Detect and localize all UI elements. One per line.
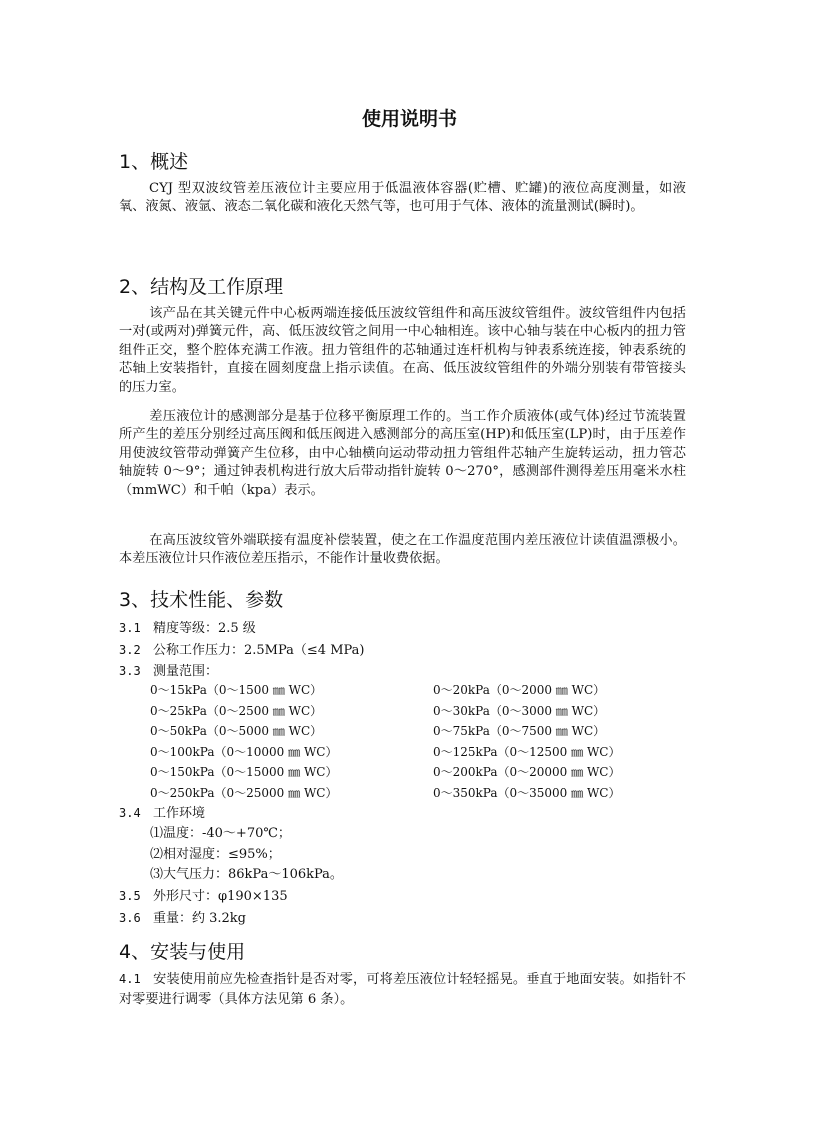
spec-text: 公称工作压力：2.5MPa（≤4 MPa) (153, 642, 365, 658)
range-cell: 0～350kPa（0～35000 ㎜ WC） (433, 785, 621, 800)
paragraph-structure-3 (119, 532, 686, 569)
paragraph-text: 在高压波纹管外端联接有温度补偿装置，使之在工作温度范围内差压液位计读值温漂极小。本差压液位计只作液位差压指示，不能作计量收费依据。 (119, 533, 686, 567)
document-title: 使用说明书 (361, 108, 457, 130)
spec-item (119, 618, 365, 640)
spec-number: 3.3 (119, 664, 141, 678)
environment-list (150, 824, 343, 886)
range-row (150, 783, 670, 804)
paragraph-text: 差压液位计的感测部分是基于位移平衡原理工作的。当工作介质液体(或气体)经过节流装置所产生的差压分别经过高压阀和低压阀进入感测部分的高压室(HP)和低压室(LP)时，由于压差作用使波纹管带动弹簧产生位移，由中心轴横向运动带动扭力管组件芯轴产生旋转运动，扭力管芯轴旋转 0～9°；通过钟表机构进行放大后带动指针旋转 0～270°，感测部件测得差压用毫米水柱（mmWC）和千帕（kpa）表示。 (119, 409, 686, 498)
spec-item (119, 640, 365, 662)
spec-text: 工作环境 (153, 806, 206, 821)
paragraph-text: CYJ 型双波纹管差压液位计主要应用于低温液体容器(贮槽、贮罐)的液位高度测量，如液氧、液氮、液氩、液态二氧化碳和液化天然气等，也可用于气体、液体的流量测试(瞬时)。 (119, 181, 686, 215)
range-cell: 0～20kPa（0～2000 ㎜ WC） (433, 683, 606, 697)
spec-number: 3.4 (119, 806, 141, 820)
range-cell: 0～125kPa（0～12500 ㎜ WC） (433, 744, 621, 759)
spec-text: 外形尺寸：φ190×135 (153, 889, 288, 904)
paragraph-structure-2 (119, 408, 686, 500)
range-cell: 0～250kPa（0～25000 ㎜ WC） (150, 785, 338, 800)
section-heading-specs: 3、技术性能、参数 (119, 589, 284, 611)
item-number: 4.1 (119, 972, 141, 986)
section-heading-structure: 2、结构及工作原理 (119, 276, 284, 298)
environment-item: ⑵相对湿度：≤95%； (150, 846, 281, 862)
paragraph-text: 该产品在其关键元件中心板两端连接低压波纹管组件和高压波纹管组件。波纹管组件内包括一对(或两对)弹簧元件，高、低压波纹管之间用一中心轴相连。该中心轴与装在中心板内的扭力管组件正交，整个腔体充满工作液。扭力管组件的芯轴通过连杆机构与钟表系统连接，钟表系统的芯轴上安装指针，直接在圆刻度盘上指示读值。在高、低压波纹管组件的外端分别装有带管接头的压力室。 (119, 306, 686, 395)
range-cell: 0～30kPa（0～3000 ㎜ WC） (433, 703, 606, 718)
spec-list (119, 618, 365, 683)
spec-text: 重量：约 3.2kg (153, 910, 247, 926)
range-row (150, 680, 670, 701)
range-cell: 0～100kPa（0～10000 ㎜ WC） (150, 744, 338, 759)
range-cell: 0～200kPa（0～20000 ㎜ WC） (433, 765, 621, 779)
range-cell: 0～25kPa（0～2500 ㎜ WC） (150, 703, 323, 718)
range-row (150, 701, 670, 722)
range-cell: 0～150kPa（0～15000 ㎜ WC） (150, 765, 338, 779)
spec-number: 3.2 (119, 642, 141, 657)
spec-environment-heading (119, 803, 205, 825)
spec-item (119, 886, 288, 908)
range-row (150, 742, 670, 763)
spec-list-tail (119, 886, 288, 929)
environment-item: ⑴温度：-40～+70℃； (150, 826, 291, 841)
spec-text: 精度等级：2.5 级 (153, 621, 256, 636)
section-heading-installation: 4、安装与使用 (119, 941, 246, 963)
range-row (150, 721, 670, 742)
paragraph-installation (119, 969, 686, 1010)
range-cell: 0～15kPa（0～1500 ㎜ WC） (150, 683, 323, 697)
spec-item (119, 908, 288, 930)
paragraph-overview (119, 180, 686, 217)
spec-text: 测量范围： (153, 664, 219, 679)
range-cell: 0～75kPa（0～7500 ㎜ WC） (433, 724, 606, 738)
range-row (150, 762, 670, 783)
environment-item: ⑶大气压力：86kPa～106kPa。 (150, 867, 343, 882)
range-cell: 0～50kPa（0～5000 ㎜ WC） (150, 724, 323, 738)
paragraph-structure-1 (119, 305, 686, 397)
item-text: 安装使用前应先检查指针是否对零，可将差压液位计轻轻摇晃。垂直于地面安装。如指针不对零要进行调零（具体方法见第 6 条）。 (119, 972, 686, 1007)
measurement-range-table (150, 680, 670, 803)
spec-number: 3.5 (119, 889, 141, 903)
spec-number: 3.1 (119, 621, 141, 635)
spec-number: 3.6 (119, 910, 141, 925)
section-heading-overview: 1、概述 (119, 151, 189, 173)
